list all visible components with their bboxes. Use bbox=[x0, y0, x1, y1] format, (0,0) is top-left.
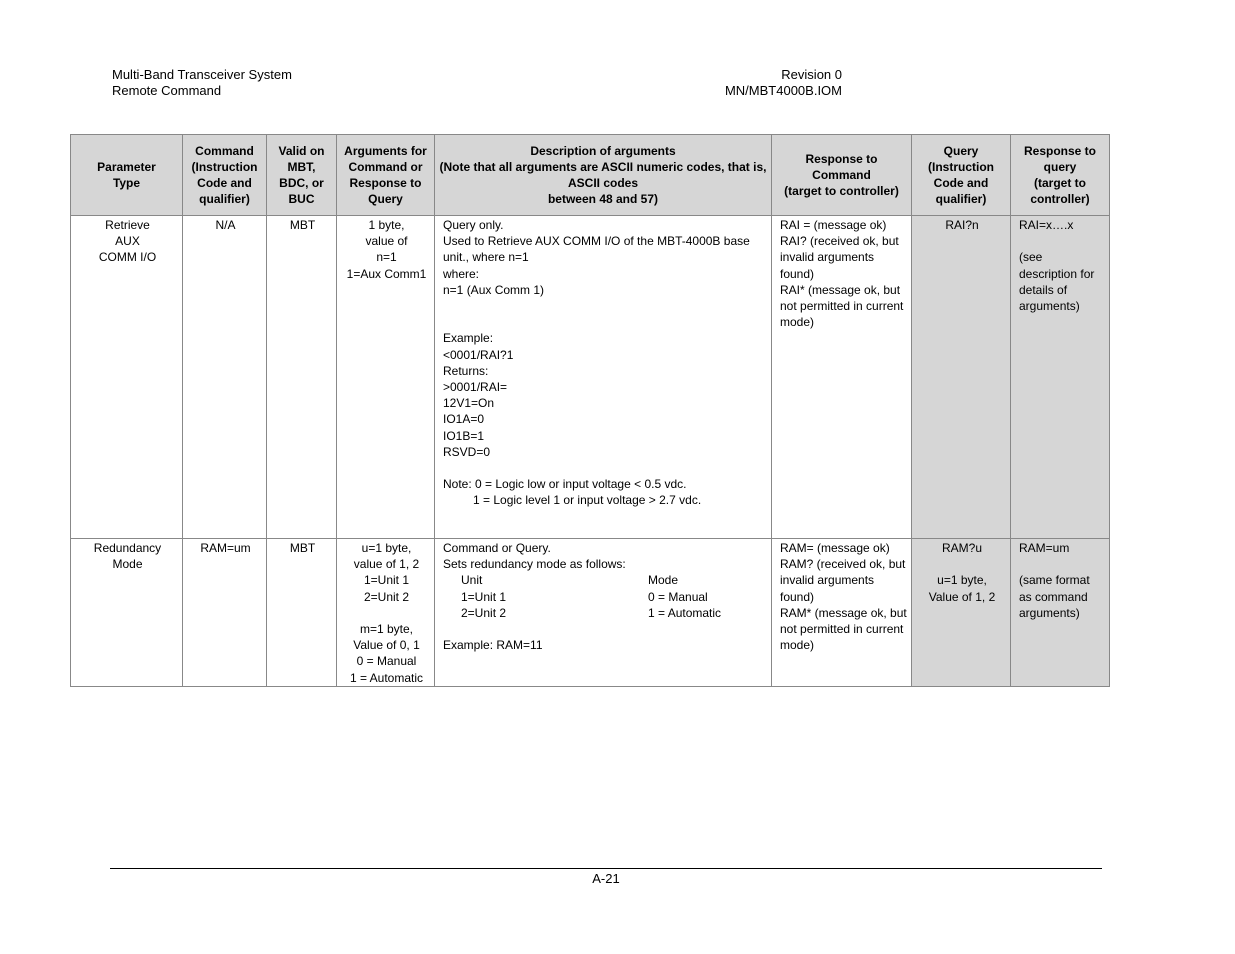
cell-line bbox=[920, 556, 1004, 572]
col-header-line: (Instruction bbox=[191, 159, 258, 174]
cell-line: RAI* (message ok, but bbox=[780, 282, 901, 297]
valid-cell: MBT bbox=[267, 216, 337, 539]
cell-line: 2=Unit 2 bbox=[363, 589, 410, 604]
desc-outro bbox=[443, 621, 765, 653]
col-header-line: (target to bbox=[1034, 176, 1086, 190]
col-header-line: Command bbox=[812, 167, 871, 182]
cell-line: RAI?n bbox=[945, 218, 979, 232]
cell-line: 1 byte, bbox=[368, 218, 405, 232]
args-cell bbox=[337, 539, 435, 687]
response-query-cell bbox=[1011, 216, 1110, 539]
desc-cell bbox=[435, 216, 772, 539]
command-table bbox=[70, 134, 1110, 687]
cell-line: RAM=um bbox=[1019, 541, 1070, 555]
cell-line: 1=Unit 1 bbox=[363, 573, 410, 588]
cell-line: Used to Retrieve AUX COMM I/O of the MBT-4000B base bbox=[443, 234, 750, 249]
cell-line: IO1A=0 bbox=[443, 412, 485, 427]
col-header-line: Parameter bbox=[97, 159, 156, 174]
desc-intro bbox=[443, 540, 765, 572]
cell-line: details of bbox=[1019, 282, 1068, 297]
cell-line: not permitted in current bbox=[780, 299, 904, 314]
table-header-row bbox=[71, 135, 1110, 216]
col-header bbox=[337, 135, 435, 216]
cell-line: mode) bbox=[780, 315, 815, 330]
args-cell bbox=[337, 216, 435, 539]
cell-line: AUX bbox=[115, 234, 140, 249]
col-header-line: Command or bbox=[348, 159, 423, 174]
cell-line: 12V1=On bbox=[443, 396, 495, 411]
col-header-line: BUC bbox=[288, 192, 315, 207]
cell-line: RAM* (message ok, but bbox=[780, 605, 907, 620]
doc-number: MN/MBT4000B.IOM bbox=[724, 83, 842, 98]
mode-table-unit: Unit bbox=[461, 573, 483, 588]
response-query-cell bbox=[1011, 539, 1110, 687]
cell-line: Sets redundancy mode as follows: bbox=[443, 557, 626, 572]
cell-line: Mode bbox=[112, 557, 143, 572]
col-header bbox=[71, 135, 183, 216]
col-header bbox=[1011, 135, 1110, 216]
cell-line: as command bbox=[1019, 589, 1088, 604]
col-header-line: Query bbox=[943, 143, 979, 158]
cell-line: u=1 byte, bbox=[361, 541, 412, 555]
cell-line: 0 = Manual bbox=[356, 654, 417, 669]
cell-line bbox=[443, 460, 765, 476]
cell-line: mode) bbox=[780, 638, 815, 653]
col-header-line: query bbox=[1043, 159, 1077, 174]
cell-line: RAM= (message ok) bbox=[780, 541, 890, 555]
cell-line: u=1 byte, bbox=[937, 573, 987, 588]
query-cell bbox=[912, 216, 1011, 539]
cell-line: (see bbox=[1019, 250, 1043, 265]
col-header-line: Response to bbox=[349, 176, 422, 190]
col-header-line: Code and bbox=[933, 176, 989, 190]
cell-line bbox=[345, 605, 428, 621]
cell-line bbox=[1019, 233, 1103, 249]
cell-line: n=1 bbox=[376, 250, 397, 265]
cell-line: Example: bbox=[443, 331, 494, 346]
cell-line: >0001/RAI= bbox=[443, 380, 508, 394]
cell-line: n=1 (Aux Comm 1) bbox=[443, 282, 545, 297]
header-right bbox=[640, 67, 842, 99]
cell-line: not permitted in current bbox=[780, 622, 904, 637]
header-left bbox=[112, 67, 292, 99]
cell-line bbox=[443, 298, 765, 314]
cell-line: description for bbox=[1019, 266, 1095, 281]
col-header-line: (target to controller) bbox=[784, 184, 899, 199]
col-header-line: controller) bbox=[1030, 192, 1090, 207]
col-header-line: qualifier) bbox=[935, 192, 987, 207]
cell-line: Value of 1, 2 bbox=[928, 589, 996, 604]
cell-line: Retrieve bbox=[105, 218, 150, 232]
response-cmd-cell bbox=[772, 216, 912, 539]
cell-line: Value of 0, 1 bbox=[353, 638, 420, 653]
mode-table-row bbox=[443, 572, 765, 588]
col-header-line: Arguments for bbox=[344, 143, 427, 158]
cell-line: RSVD=0 bbox=[443, 444, 491, 459]
col-header-line: (Note that all arguments are ASCII numeric codes, that is, bbox=[439, 159, 767, 174]
param-cell bbox=[71, 539, 183, 687]
cell-line bbox=[443, 621, 765, 637]
cell-line: RAI = (message ok) bbox=[780, 218, 887, 232]
col-header-line: Response to bbox=[1023, 143, 1096, 158]
col-header-line: between 48 and 57) bbox=[547, 192, 659, 207]
doc-section: Remote Command bbox=[112, 83, 222, 98]
cell-line: invalid arguments bbox=[780, 573, 875, 588]
cell-line: found) bbox=[780, 266, 815, 281]
mode-table-unit: 2=Unit 2 bbox=[461, 605, 507, 620]
mode-table-mode: Mode bbox=[648, 573, 679, 588]
cell-line: Command or Query. bbox=[443, 541, 551, 555]
cell-line: invalid arguments bbox=[780, 250, 875, 265]
cell-line: 1 = Logic level 1 or input voltage > 2.7 vdc. bbox=[443, 493, 702, 508]
cell-line: where: bbox=[443, 266, 480, 281]
cell-line: found) bbox=[780, 589, 815, 604]
cell-line: RAM?u bbox=[941, 541, 982, 555]
cell-line: arguments) bbox=[1019, 299, 1080, 313]
cell-line bbox=[1019, 556, 1103, 572]
col-header-line: BDC, or bbox=[279, 176, 324, 190]
cell-line: Query only. bbox=[443, 218, 504, 232]
cell-line: 1=Aux Comm1 bbox=[346, 266, 427, 281]
desc-cell bbox=[435, 539, 772, 687]
doc-title: Multi-Band Transceiver System bbox=[112, 67, 292, 82]
page-number: A-21 bbox=[592, 871, 620, 886]
mode-table-row bbox=[443, 605, 765, 621]
cell-line: <0001/RAI?1 bbox=[443, 347, 514, 362]
col-header bbox=[435, 135, 772, 216]
col-header bbox=[267, 135, 337, 216]
cell-line: Redundancy bbox=[93, 541, 162, 555]
query-cell bbox=[912, 539, 1011, 687]
col-header-line: (Instruction bbox=[928, 159, 994, 174]
param-cell bbox=[71, 216, 183, 539]
valid-cell: MBT bbox=[267, 539, 337, 687]
cell-line: RAI? (received ok, but bbox=[780, 234, 899, 249]
doc-revision: Revision 0 bbox=[781, 67, 842, 82]
command-cell: N/A bbox=[183, 216, 267, 539]
table-row bbox=[71, 539, 1110, 687]
cell-line: unit., where n=1 bbox=[443, 250, 529, 265]
cell-line: COMM I/O bbox=[98, 250, 157, 265]
command-cell: RAM=um bbox=[183, 539, 267, 687]
col-header-line: Valid on bbox=[278, 143, 325, 158]
col-header-line: qualifier) bbox=[199, 192, 250, 207]
cell-line: value of bbox=[365, 234, 408, 249]
col-header bbox=[912, 135, 1011, 216]
mode-table-mode: 1 = Automatic bbox=[648, 605, 722, 620]
cell-line: IO1B=1 bbox=[443, 428, 485, 443]
col-header-line: ASCII codes bbox=[567, 176, 639, 190]
table-row bbox=[71, 216, 1110, 539]
cell-line: RAM? (received ok, but bbox=[780, 557, 906, 572]
cell-line: RAI=x….x bbox=[1019, 218, 1074, 232]
cell-line: value of 1, 2 bbox=[353, 557, 420, 572]
cell-line: Note: 0 = Logic low or input voltage < 0.5 vdc. bbox=[443, 477, 687, 492]
cell-line: arguments) bbox=[1019, 605, 1080, 620]
mode-table-unit: 1=Unit 1 bbox=[461, 589, 507, 604]
col-header-line: MBT, bbox=[287, 159, 316, 174]
mode-table-row bbox=[443, 589, 765, 605]
cell-line: Returns: bbox=[443, 363, 489, 378]
mode-table-mode: 0 = Manual bbox=[648, 589, 708, 604]
cell-line: Example: RAM=11 bbox=[443, 638, 543, 653]
col-header-line: Command bbox=[195, 143, 254, 158]
desc-mode-table bbox=[443, 572, 765, 621]
cell-line: m=1 byte, bbox=[359, 622, 414, 636]
col-header bbox=[183, 135, 267, 216]
footer-rule bbox=[110, 868, 1102, 869]
response-cmd-cell bbox=[772, 539, 912, 687]
cell-line: 1 = Automatic bbox=[349, 670, 424, 685]
col-header bbox=[772, 135, 912, 216]
col-header-line: Query bbox=[368, 192, 403, 207]
col-header-line: Type bbox=[112, 176, 141, 190]
col-header-line: Code and bbox=[197, 176, 252, 190]
cell-line bbox=[443, 314, 765, 330]
cell-line: (same format bbox=[1019, 573, 1090, 588]
col-header-line: Description of arguments bbox=[530, 143, 676, 158]
col-header-line: Response to bbox=[805, 151, 878, 166]
